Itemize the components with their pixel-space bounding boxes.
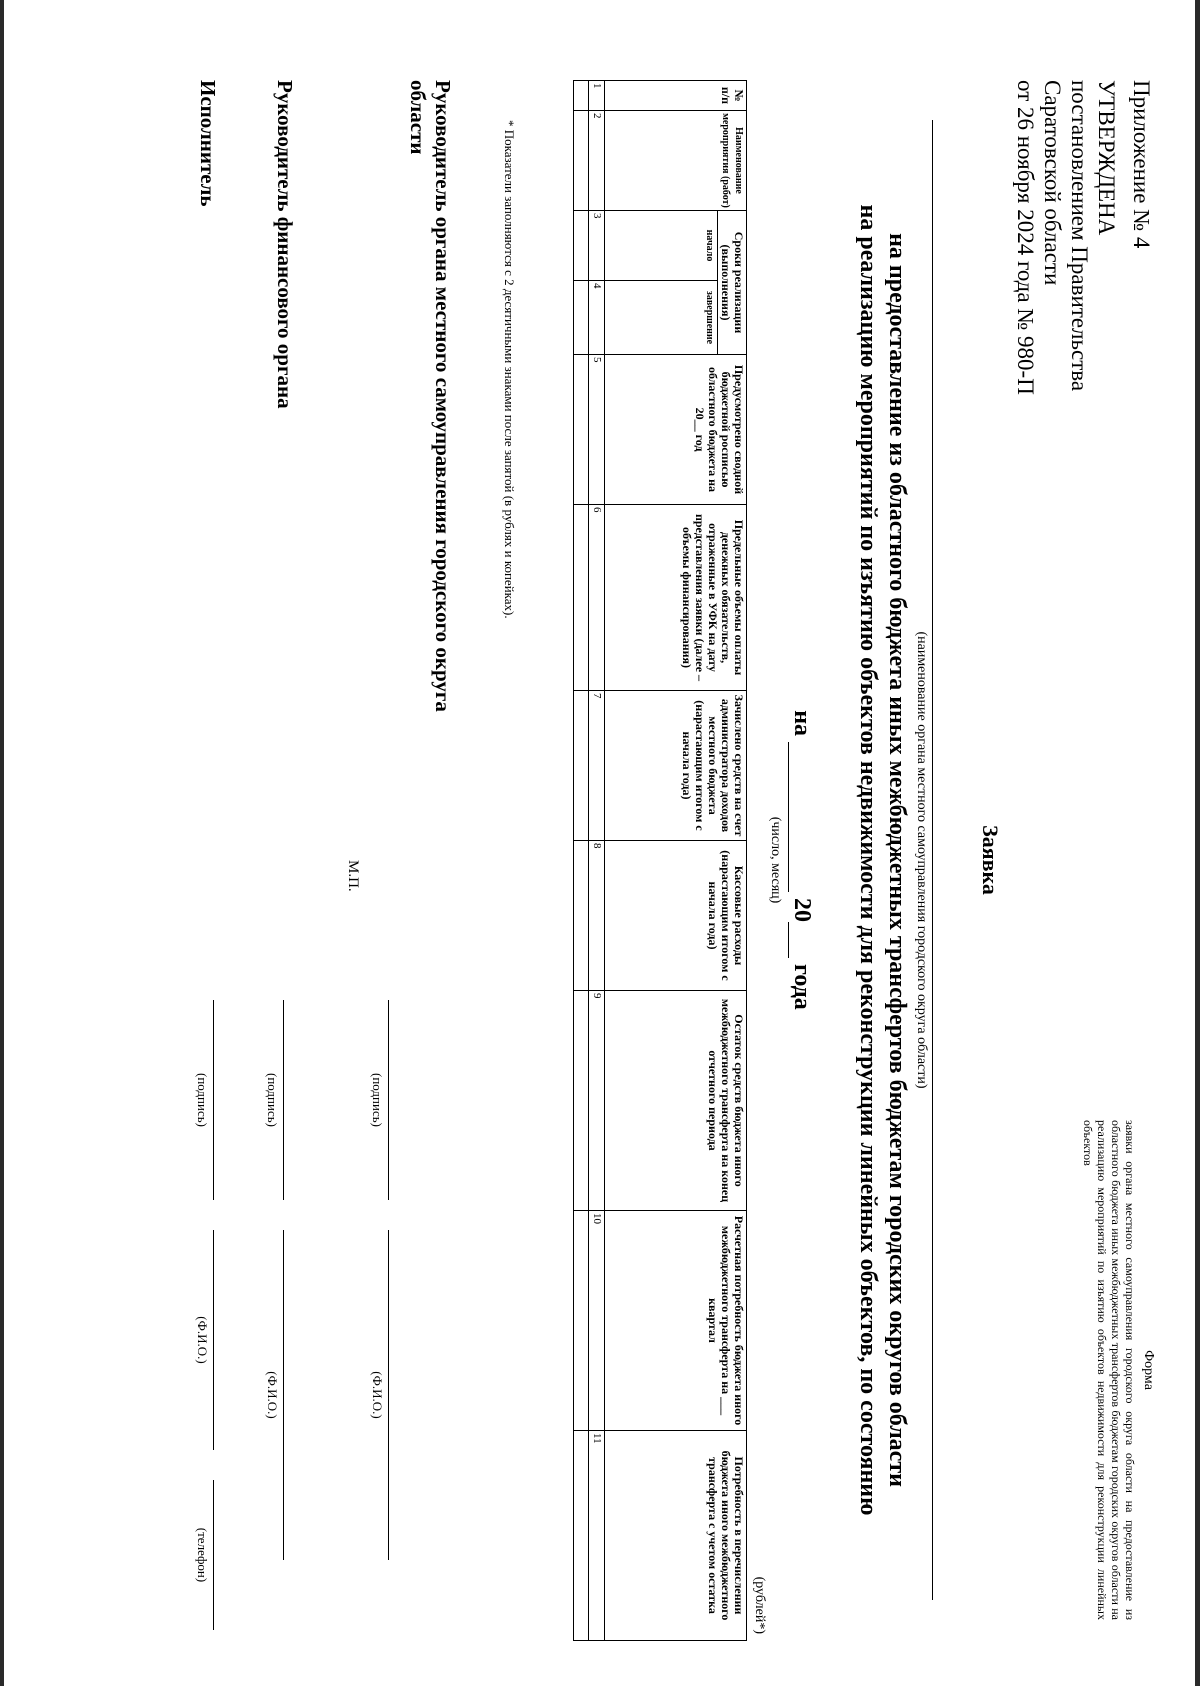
column-number: 5 xyxy=(589,355,605,505)
appendix-number: Приложение № 4 xyxy=(1129,80,1154,249)
head-finance-label: Руководитель финансового органа xyxy=(273,80,297,409)
table-cell[interactable] xyxy=(574,281,589,355)
signature-line[interactable] xyxy=(213,1000,215,1200)
column-number: 2 xyxy=(589,111,605,211)
org-name-caption: (наименование органа местного самоуправления городского округа области) xyxy=(914,631,929,1089)
table-cell[interactable] xyxy=(574,355,589,505)
header-start: начало xyxy=(605,211,718,281)
table-cell[interactable] xyxy=(574,691,589,841)
name-caption: (Ф.И.О.) xyxy=(195,1316,210,1364)
org-name-blank xyxy=(932,120,955,1600)
phone-caption: (телефон) xyxy=(195,1527,210,1583)
header-budget: Предусмотрено сводной бюджетной росписью областного бюджета на 20__ год xyxy=(605,355,747,505)
signature-caption: (подпись) xyxy=(195,1073,210,1127)
table-row xyxy=(574,81,589,1641)
name-line[interactable] xyxy=(388,1230,390,1560)
header-transfer-need: Потребность в перечислении бюджета иного межбюджетного трансферта с учетом остатка xyxy=(605,1431,747,1641)
document-title: Заявка xyxy=(978,825,1003,895)
date-year-blank xyxy=(788,922,811,958)
column-number: 3 xyxy=(589,211,605,281)
heading-line: на реализацию мероприятий по изъятию объектов недвижимости для реконструкции линейных объектов, по состоянию xyxy=(855,204,881,1516)
table-cell[interactable] xyxy=(574,111,589,211)
form-description: заявки органа местного самоуправления городского округа области на предоставление из областного бюджета иных межбюджетных трансфертов бюджетам городских округов области на реализацию мероприятий по изъятию объектов недвижимости для реконструкции линейных объектов xyxy=(1081,1120,1137,1620)
table-cell[interactable] xyxy=(574,1431,589,1641)
form-label: Форма xyxy=(1141,1350,1156,1390)
header-number: № п/п xyxy=(605,81,747,111)
table-cell[interactable] xyxy=(574,211,589,281)
table-cell[interactable] xyxy=(574,1211,589,1431)
scan-edge-left xyxy=(0,0,4,1686)
name-caption: (Ф.И.О.) xyxy=(265,1371,280,1419)
column-number: 4 xyxy=(589,281,605,355)
approval-line: от 26 ноября 2024 года № 980-П xyxy=(1013,80,1038,395)
column-numbers-row xyxy=(589,81,605,1641)
name-line[interactable] xyxy=(213,1230,215,1450)
header-balance: Остаток средств бюджета иного межбюджетного трансферта на конец отчетного периода xyxy=(605,991,747,1211)
approval-line: постановлением Правительства xyxy=(1067,80,1092,392)
table-cell[interactable] xyxy=(574,991,589,1211)
column-number: 11 xyxy=(589,1431,605,1641)
stamp-label: М.П. xyxy=(345,860,361,892)
heading-line: на предоставление из областного бюджета иных межбюджетных трансфертов бюджетам городских округов области xyxy=(884,233,910,1487)
date-prefix: на xyxy=(789,710,815,737)
request-table xyxy=(573,80,747,1641)
executor-label: Исполнитель xyxy=(196,80,220,207)
header-credited: Зачислено средств на счет администратора доходов местного бюджета (нарастающим итогом с начала года) xyxy=(605,691,747,841)
head-local-label: Руководитель органа местного самоуправления городского округа области xyxy=(406,80,455,712)
document-heading xyxy=(853,80,911,1640)
table-cell[interactable] xyxy=(574,841,589,991)
column-number: 6 xyxy=(589,505,605,691)
column-number: 7 xyxy=(589,691,605,841)
name-line[interactable] xyxy=(283,1230,285,1560)
header-cash-expenses: Кассовые расходы (нарастающим итогом с начала года) xyxy=(605,841,747,991)
date-suffix: года xyxy=(789,964,815,1010)
date-caption: (число, месяц) xyxy=(768,816,783,904)
signature-line[interactable] xyxy=(283,1000,285,1200)
header-activity: Наименование мероприятия (работ) xyxy=(605,111,747,211)
scan-edge-right xyxy=(1195,0,1200,1686)
signature-caption: (подпись) xyxy=(370,1073,385,1127)
phone-line[interactable] xyxy=(213,1480,215,1630)
date-year: 20 xyxy=(789,898,815,923)
table-cell[interactable] xyxy=(574,505,589,691)
header-terms: Сроки реализации (выполнения) xyxy=(718,211,747,355)
approval-block xyxy=(1012,80,1155,540)
signature-caption: (подпись) xyxy=(265,1073,280,1127)
header-end: завершение xyxy=(605,281,718,355)
approved-label: УТВЕРЖДЕНА xyxy=(1094,80,1119,236)
footnote: * Показатели заполняются с 2 десятичными знаками после запятой (в рублях и копейках). xyxy=(502,120,517,619)
date-line xyxy=(788,80,815,1640)
name-caption: (Ф.И.О.) xyxy=(370,1371,385,1419)
header-limits: Предельные объемы оплаты денежных обязательств, отраженные в УФК на дату представления заявки (далее – объемы финансирования) xyxy=(605,505,747,691)
table-cell[interactable] xyxy=(574,81,589,111)
signature-line[interactable] xyxy=(388,1000,390,1200)
column-number: 9 xyxy=(589,991,605,1211)
column-number: 10 xyxy=(589,1211,605,1431)
form-block xyxy=(1081,1120,1155,1620)
approval-line: Саратовской области xyxy=(1040,80,1065,286)
column-number: 8 xyxy=(589,841,605,991)
unit-label: (рублей*) xyxy=(752,1576,767,1634)
date-day-blank xyxy=(788,742,811,892)
header-estimated-need: Расчетная потребность бюджета иного межбюджетного трансферта на ___ квартал xyxy=(605,1211,747,1431)
document-sheet xyxy=(55,80,1155,1640)
column-number: 1 xyxy=(589,81,605,111)
